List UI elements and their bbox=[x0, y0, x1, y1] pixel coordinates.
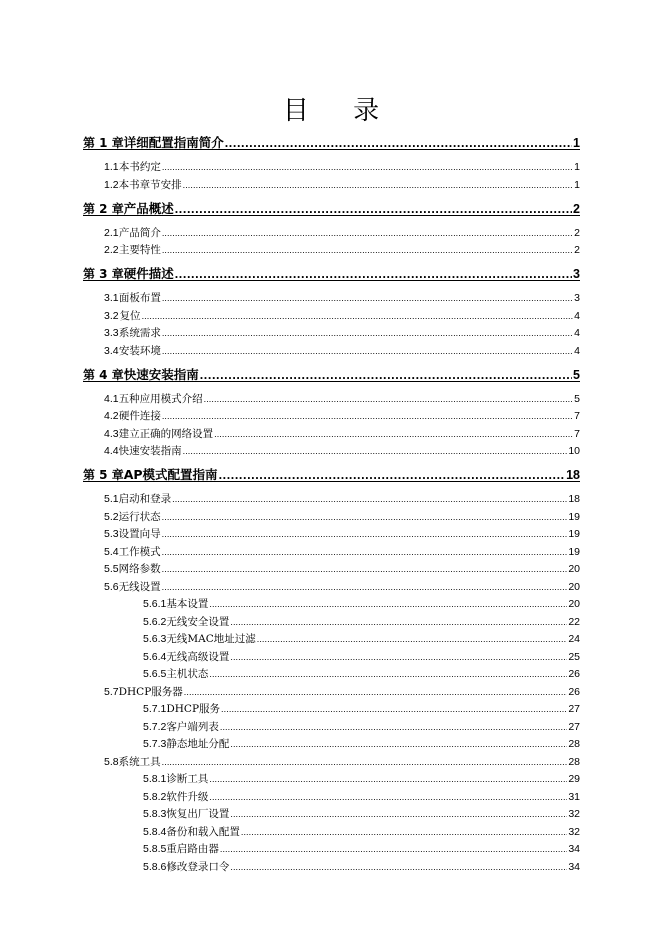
toc-entry-page: 10 bbox=[568, 445, 580, 457]
toc-entry-title: 产品概述 bbox=[123, 200, 174, 216]
toc-entry-page: 32 bbox=[568, 808, 580, 820]
toc-entry-page: 2 bbox=[574, 244, 580, 256]
dot-leader bbox=[175, 267, 572, 281]
toc-entry-page: 28 bbox=[568, 755, 580, 768]
toc-entry-sub[interactable] bbox=[143, 666, 580, 681]
toc-entry-page: 34 bbox=[568, 843, 580, 855]
toc-entry-number: 1.2 bbox=[104, 178, 119, 191]
toc-entry-title: 运行状态 bbox=[118, 510, 161, 523]
toc-entry-page: 3 bbox=[573, 267, 580, 281]
toc-entry-number: 3.4 bbox=[104, 344, 119, 357]
toc-entry-title: 工作模式 bbox=[118, 545, 161, 558]
dot-leader bbox=[209, 599, 567, 609]
dot-leader bbox=[225, 136, 572, 150]
toc-entry-number: 3.1 bbox=[104, 292, 119, 304]
toc-entry-title: 无线设置 bbox=[118, 580, 161, 593]
toc-entry-page: 4 bbox=[574, 344, 580, 357]
toc-entry-number: 5.8.3 bbox=[143, 808, 167, 820]
dot-leader bbox=[175, 202, 572, 216]
page-title: 目 录 bbox=[282, 96, 398, 126]
toc-entry-page: 19 bbox=[568, 545, 580, 558]
toc-entry-page: 5 bbox=[574, 392, 580, 405]
dot-leader bbox=[142, 311, 574, 321]
toc-entry-section[interactable] bbox=[104, 754, 580, 769]
toc-entry-page: 26 bbox=[568, 668, 580, 680]
toc-entry-page: 1 bbox=[574, 178, 580, 191]
dot-leader bbox=[220, 722, 567, 732]
dot-leader bbox=[214, 429, 573, 439]
toc-entry-page: 19 bbox=[568, 510, 580, 523]
toc-entry-page: 20 bbox=[568, 563, 580, 575]
toc-entry-title: 客户端列表 bbox=[166, 720, 219, 733]
toc-entry-title: 建立正确的网络设置 bbox=[118, 427, 214, 440]
dot-leader bbox=[162, 564, 568, 574]
toc-entry-title: 设置向导 bbox=[118, 528, 161, 540]
toc-entry-title: DHCP服务 bbox=[166, 703, 221, 715]
toc-entry-title: 主机状态 bbox=[166, 668, 209, 680]
toc-entry-section[interactable] bbox=[104, 225, 580, 240]
toc-entry-title: 基本设置 bbox=[166, 598, 209, 610]
toc-entry-number: 第 3 章 bbox=[83, 267, 124, 281]
toc-entry-title: 详细配置指南简介 bbox=[123, 135, 224, 150]
toc-entry-title: 修改登录口令 bbox=[166, 860, 230, 873]
toc-entry-title: 复位 bbox=[119, 309, 141, 322]
dot-leader bbox=[162, 328, 573, 338]
toc-entry-number: 5.8.4 bbox=[143, 825, 167, 838]
toc-entry-number: 5.6.1 bbox=[143, 598, 167, 610]
dot-leader bbox=[162, 512, 568, 522]
toc-entry-page: 32 bbox=[568, 825, 580, 838]
toc-entry-sub[interactable] bbox=[143, 771, 580, 786]
dot-leader bbox=[162, 529, 568, 539]
dot-leader bbox=[162, 346, 573, 356]
toc-entry-page: 4 bbox=[574, 327, 580, 339]
toc-entry-number: 4.2 bbox=[104, 410, 119, 422]
toc-entry-page: 5 bbox=[573, 367, 580, 382]
dot-leader bbox=[162, 582, 568, 592]
dot-leader bbox=[162, 245, 573, 255]
toc-entry-title: AP模式配置指南 bbox=[123, 467, 218, 482]
dot-leader bbox=[162, 162, 573, 172]
toc-entry-section[interactable] bbox=[104, 509, 580, 524]
toc-entry-number: 第 5 章 bbox=[83, 468, 124, 482]
toc-entry-sub[interactable] bbox=[143, 736, 580, 751]
dot-leader bbox=[221, 704, 567, 714]
toc-entry-title: 产品简介 bbox=[118, 226, 161, 239]
chapter-underline bbox=[83, 215, 580, 216]
toc-entry-page: 28 bbox=[568, 738, 580, 750]
toc-entry-title: 五种应用模式介绍 bbox=[118, 392, 203, 405]
toc-entry-number: 5.8.1 bbox=[143, 773, 167, 785]
toc-entry-section[interactable] bbox=[104, 159, 580, 174]
toc-entry-title: 硬件描述 bbox=[123, 266, 174, 281]
toc-entry-number: 2.1 bbox=[104, 226, 119, 239]
toc-entry-number: 5.4 bbox=[104, 545, 119, 558]
toc-entry-page: 2 bbox=[573, 201, 580, 216]
toc-entry-number: 5.5 bbox=[104, 563, 119, 575]
toc-entry-page: 19 bbox=[568, 528, 580, 540]
toc-entry-title: 网络参数 bbox=[118, 563, 161, 575]
toc-entry-page: 3 bbox=[574, 292, 580, 304]
dot-leader bbox=[209, 669, 567, 679]
toc-entry-title: DHCP服务器 bbox=[118, 685, 183, 698]
toc-entry-title: 本书约定 bbox=[118, 161, 161, 173]
dot-leader bbox=[162, 411, 573, 421]
toc-entry-number: 5.3 bbox=[104, 528, 119, 540]
toc-entry-section[interactable] bbox=[104, 579, 580, 594]
toc-entry-title: 本书章节安排 bbox=[118, 178, 182, 191]
toc-entry-sub[interactable] bbox=[143, 701, 580, 716]
toc-entry-title: 恢复出厂设置 bbox=[166, 808, 230, 820]
toc-entry-page: 1 bbox=[574, 161, 580, 173]
dot-leader bbox=[184, 687, 568, 697]
dot-leader bbox=[172, 494, 567, 504]
toc-entry-number: 5.6.5 bbox=[143, 668, 167, 680]
toc-entry-number: 第 4 章 bbox=[83, 367, 124, 382]
toc-entry-section[interactable] bbox=[104, 177, 580, 192]
dot-leader bbox=[230, 617, 567, 627]
toc-entry-page: 20 bbox=[568, 598, 580, 610]
toc-entry-number: 第 2 章 bbox=[83, 201, 124, 216]
toc-entry-section[interactable] bbox=[104, 391, 580, 406]
toc-entry-sub[interactable] bbox=[143, 824, 580, 839]
toc-entry-number: 5.6.3 bbox=[143, 633, 167, 645]
toc-entry-title: 重启路由器 bbox=[166, 843, 219, 855]
toc-entry-number: 4.3 bbox=[104, 427, 119, 440]
dot-leader bbox=[204, 394, 574, 404]
toc-entry-page: 27 bbox=[568, 720, 580, 733]
toc-entry-title: 无线高级设置 bbox=[166, 650, 230, 663]
toc-entry-section[interactable] bbox=[104, 242, 580, 257]
toc-entry-number: 5.1 bbox=[104, 493, 119, 505]
toc-entry-number: 4.4 bbox=[104, 445, 119, 457]
toc-entry-number: 5.6.4 bbox=[143, 650, 167, 663]
toc-entry-section[interactable] bbox=[104, 408, 580, 423]
toc-entry-number: 5.2 bbox=[104, 510, 119, 523]
toc-entry-number: 1.1 bbox=[104, 161, 119, 173]
dot-leader bbox=[219, 468, 566, 482]
toc-entry-title: 软件升级 bbox=[166, 790, 209, 803]
dot-leader bbox=[162, 293, 573, 303]
toc-entry-section[interactable] bbox=[104, 308, 580, 323]
toc-entry-number: 5.8 bbox=[104, 755, 119, 768]
toc-entry-page: 7 bbox=[574, 427, 580, 440]
dot-leader bbox=[230, 739, 567, 749]
toc-entry-sub[interactable] bbox=[143, 841, 580, 856]
toc-entry-page: 22 bbox=[568, 615, 580, 628]
toc-entry-section[interactable] bbox=[104, 491, 580, 506]
dot-leader bbox=[162, 547, 568, 557]
dot-leader bbox=[230, 652, 567, 662]
toc-entry-page: 27 bbox=[568, 703, 580, 715]
toc-entry-section[interactable] bbox=[104, 426, 580, 441]
dot-leader bbox=[230, 862, 567, 872]
toc-entry-page: 18 bbox=[566, 468, 580, 482]
toc-entry-title: 启动和登录 bbox=[118, 493, 172, 505]
toc-entry-number: 5.7 bbox=[104, 685, 119, 698]
toc-entry-number: 3.3 bbox=[104, 327, 119, 339]
dot-leader bbox=[241, 827, 567, 837]
toc-entry-section[interactable] bbox=[104, 325, 580, 340]
toc-entry-page: 7 bbox=[574, 410, 580, 422]
chapter-underline bbox=[83, 280, 580, 281]
dot-leader bbox=[209, 792, 567, 802]
dot-leader bbox=[183, 446, 568, 456]
toc-entry-sub[interactable] bbox=[143, 631, 580, 646]
toc-entry-sub[interactable] bbox=[143, 789, 580, 804]
chapter-underline bbox=[83, 381, 580, 382]
toc-entry-number: 5.7.1 bbox=[143, 703, 167, 715]
toc-entry-title: 面板布置 bbox=[118, 292, 161, 304]
toc-entry-number: 5.8.2 bbox=[143, 790, 167, 803]
toc-entry-sub[interactable] bbox=[143, 614, 580, 629]
toc-entry-page: 4 bbox=[574, 309, 580, 322]
toc-entry-section[interactable] bbox=[104, 290, 580, 305]
toc-entry-number: 5.7.2 bbox=[143, 720, 167, 733]
dot-leader bbox=[209, 774, 567, 784]
toc-entry-section[interactable] bbox=[104, 343, 580, 358]
toc-entry-title: 系统需求 bbox=[118, 327, 161, 339]
toc-entry-page: 26 bbox=[568, 685, 580, 698]
toc-entry-title: 系统工具 bbox=[118, 755, 161, 768]
toc-entry-number: 5.8.6 bbox=[143, 860, 167, 873]
toc-entry-number: 5.8.5 bbox=[143, 843, 167, 855]
toc-entry-sub[interactable] bbox=[143, 649, 580, 664]
toc-entry-title: 主要特性 bbox=[118, 244, 161, 256]
toc-entry-section[interactable] bbox=[104, 443, 580, 458]
toc-entry-number: 4.1 bbox=[104, 392, 119, 405]
toc-entry-number: 3.2 bbox=[104, 309, 119, 322]
toc-entry-sub[interactable] bbox=[143, 806, 580, 821]
toc-entry-title: 快速安装指南 bbox=[123, 366, 199, 382]
dot-leader bbox=[162, 757, 568, 767]
toc-entry-page: 25 bbox=[568, 650, 580, 663]
toc-entry-title: 无线MAC地址过滤 bbox=[166, 633, 256, 645]
toc-entry-number: 5.6.2 bbox=[143, 615, 167, 628]
toc-entry-section[interactable] bbox=[104, 561, 580, 576]
toc-entry-title: 安装环境 bbox=[118, 344, 161, 357]
toc-entry-page: 31 bbox=[568, 790, 580, 803]
chapter-underline bbox=[83, 149, 580, 150]
dot-leader bbox=[257, 634, 568, 644]
dot-leader bbox=[162, 228, 573, 238]
toc-entry-page: 18 bbox=[568, 493, 580, 505]
toc-entry-section[interactable] bbox=[104, 684, 580, 699]
toc-entry-number: 2.2 bbox=[104, 244, 119, 256]
toc-entry-number: 5.6 bbox=[104, 580, 119, 593]
toc-entry-title: 无线安全设置 bbox=[166, 615, 230, 628]
toc-entry-sub[interactable] bbox=[143, 596, 580, 611]
toc-entry-sub[interactable] bbox=[143, 859, 580, 874]
dot-leader bbox=[230, 809, 567, 819]
toc-entry-number: 5.7.3 bbox=[143, 738, 167, 750]
toc-entry-page: 2 bbox=[574, 226, 580, 239]
dot-leader bbox=[200, 368, 572, 382]
toc-entry-page: 29 bbox=[568, 773, 580, 785]
toc-entry-title: 诊断工具 bbox=[166, 773, 209, 785]
toc-entry-title: 快速安装指南 bbox=[118, 445, 182, 457]
toc-entry-page: 24 bbox=[568, 633, 580, 645]
toc-entry-sub[interactable] bbox=[143, 719, 580, 734]
toc-entry-title: 静态地址分配 bbox=[166, 738, 230, 750]
toc-entry-title: 硬件连接 bbox=[118, 410, 161, 422]
dot-leader bbox=[220, 844, 567, 854]
toc-entry-page: 34 bbox=[568, 860, 580, 873]
toc-entry-page: 1 bbox=[573, 136, 580, 150]
dot-leader bbox=[183, 180, 574, 190]
chapter-underline bbox=[83, 481, 580, 482]
toc-entry-page: 20 bbox=[568, 580, 580, 593]
toc-entry-section[interactable] bbox=[104, 544, 580, 559]
toc-entry-number: 第 1 章 bbox=[83, 136, 124, 150]
toc-entry-section[interactable] bbox=[104, 526, 580, 541]
toc-entry-title: 备份和载入配置 bbox=[166, 825, 240, 838]
